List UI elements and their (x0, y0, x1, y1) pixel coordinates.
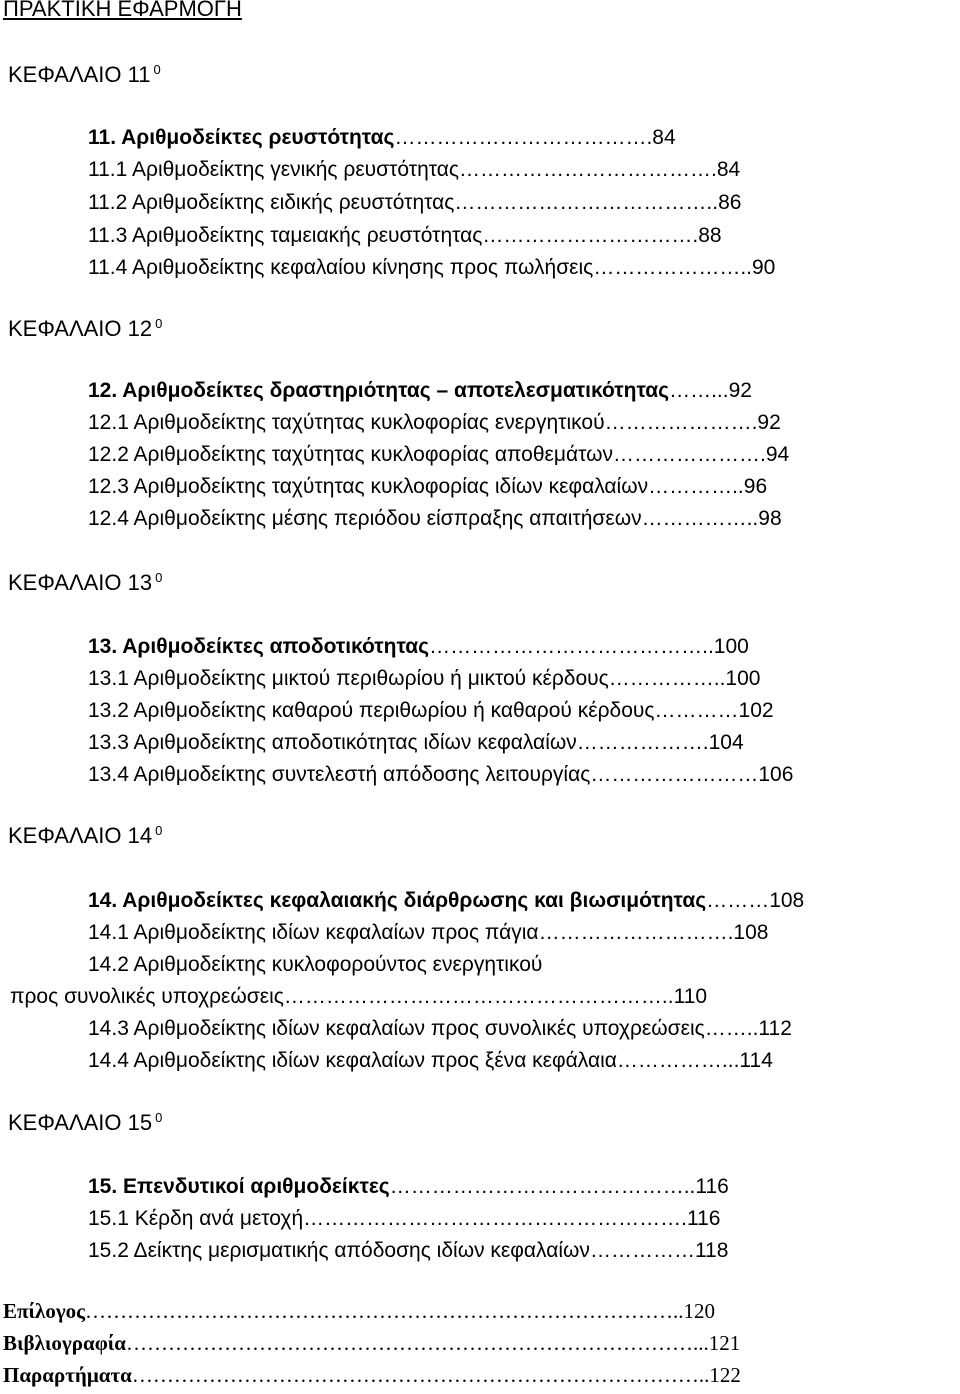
toc-entry: 13.2 Αριθμοδείκτης καθαρού περιθωρίου ή καθαρού κέρδους…………102 (88, 699, 774, 722)
toc-entry: Βιβλιογραφία………………………………………………………………………...121 (3, 1331, 741, 1355)
toc-entry: 14.2 Αριθμοδείκτης κυκλοφορούντος ενεργητικού (88, 953, 543, 976)
toc-entry: 15.1 Κέρδη ανά μετοχή……………………………………………….116 (88, 1207, 721, 1230)
toc-entry: 13. Αριθμοδείκτες αποδοτικότητας…………………………………..100 (88, 635, 749, 658)
toc-entry: 15. Επενδυτικοί αριθμοδείκτες……………………………………..116 (88, 1175, 729, 1198)
toc-entry: 12. Αριθμοδείκτες δραστηριότητας – αποτελεσματικότητας……...92 (88, 379, 752, 402)
toc-entry: 12.3 Αριθμοδείκτης ταχύτητας κυκλοφορίας ιδίων κεφαλαίων…………..96 (88, 475, 768, 498)
toc-entry: 14.3 Αριθμοδείκτης ιδίων κεφαλαίων προς συνολικές υποχρεώσεις……..112 (88, 1017, 792, 1040)
toc-entry: 12.4 Αριθμοδείκτης μέσης περιόδου είσπραξης απαιτήσεων……………..98 (88, 507, 782, 530)
toc-entry: 13.1 Αριθμοδείκτης μικτού περιθωρίου ή μικτού κέρδους……………..100 (88, 667, 761, 690)
toc-entry: 13.3 Αριθμοδείκτης αποδοτικότητας ιδίων κεφαλαίων……………….104 (88, 731, 744, 754)
toc-entry: 15.2 Δείκτης μερισματικής απόδοσης ιδίων κεφαλαίων……………118 (88, 1239, 729, 1262)
toc-entry: 11.3 Αριθμοδείκτης ταμειακής ρευστότητας………………………….88 (88, 224, 722, 247)
toc-entry: 11.1 Αριθμοδείκτης γενικής ρευστότητας……………………………….84 (88, 158, 741, 181)
toc-entry: 11.2 Αριθμοδείκτης ειδικής ρευστότητας………………………………..86 (88, 191, 742, 214)
page-title: ΠΡΑΚΤΙΚΗ ΕΦΑΡΜΟΓΗ (3, 0, 242, 21)
toc-entry: Παραρτήματα………………………………………………………………………..122 (3, 1363, 741, 1387)
chapter-heading: ΚΕΦΑΛΑΙΟ 15 $^0$ (8, 1109, 163, 1135)
toc-entry: 11.4 Αριθμοδείκτης κεφαλαίου κίνησης προς πωλήσεις…………………..90 (88, 256, 776, 279)
chapter-heading: ΚΕΦΑΛΑΙΟ 13 $^0$ (8, 569, 163, 595)
chapter-heading: ΚΕΦΑΛΑΙΟ 14 $^0$ (8, 822, 163, 848)
toc-entry: 12.1 Αριθμοδείκτης ταχύτητας κυκλοφορίας ενεργητικού………………….92 (88, 411, 781, 434)
toc-entry: προς συνολικές υποχρεώσεις………………………………………………..110 (10, 985, 708, 1008)
toc-entry: 11. Αριθμοδείκτες ρευστότητας……………………………….84 (88, 126, 676, 149)
chapter-heading: ΚΕΦΑΛΑΙΟ 11 $^0$ (8, 61, 161, 87)
toc-entry: 13.4 Αριθμοδείκτης συντελεστή απόδοσης λειτουργίας……………………106 (88, 763, 794, 786)
toc-entry: 12.2 Αριθμοδείκτης ταχύτητας κυκλοφορίας αποθεμάτων………………….94 (88, 443, 790, 466)
toc-entry: 14.1 Αριθμοδείκτης ιδίων κεφαλαίων προς πάγια……………………….108 (88, 921, 769, 944)
chapter-heading: ΚΕΦΑΛΑΙΟ 12 $^0$ (8, 315, 163, 341)
toc-entry: 14.4 Αριθμοδείκτης ιδίων κεφαλαίων προς ξένα κεφάλαια……………...114 (88, 1049, 773, 1072)
toc-entry: Επίλογος…………………………………………………………………………..120 (3, 1299, 716, 1323)
toc-entry: 14. Αριθμοδείκτες κεφαλαιακής διάρθρωσης και βιωσιμότητας………108 (88, 889, 805, 912)
